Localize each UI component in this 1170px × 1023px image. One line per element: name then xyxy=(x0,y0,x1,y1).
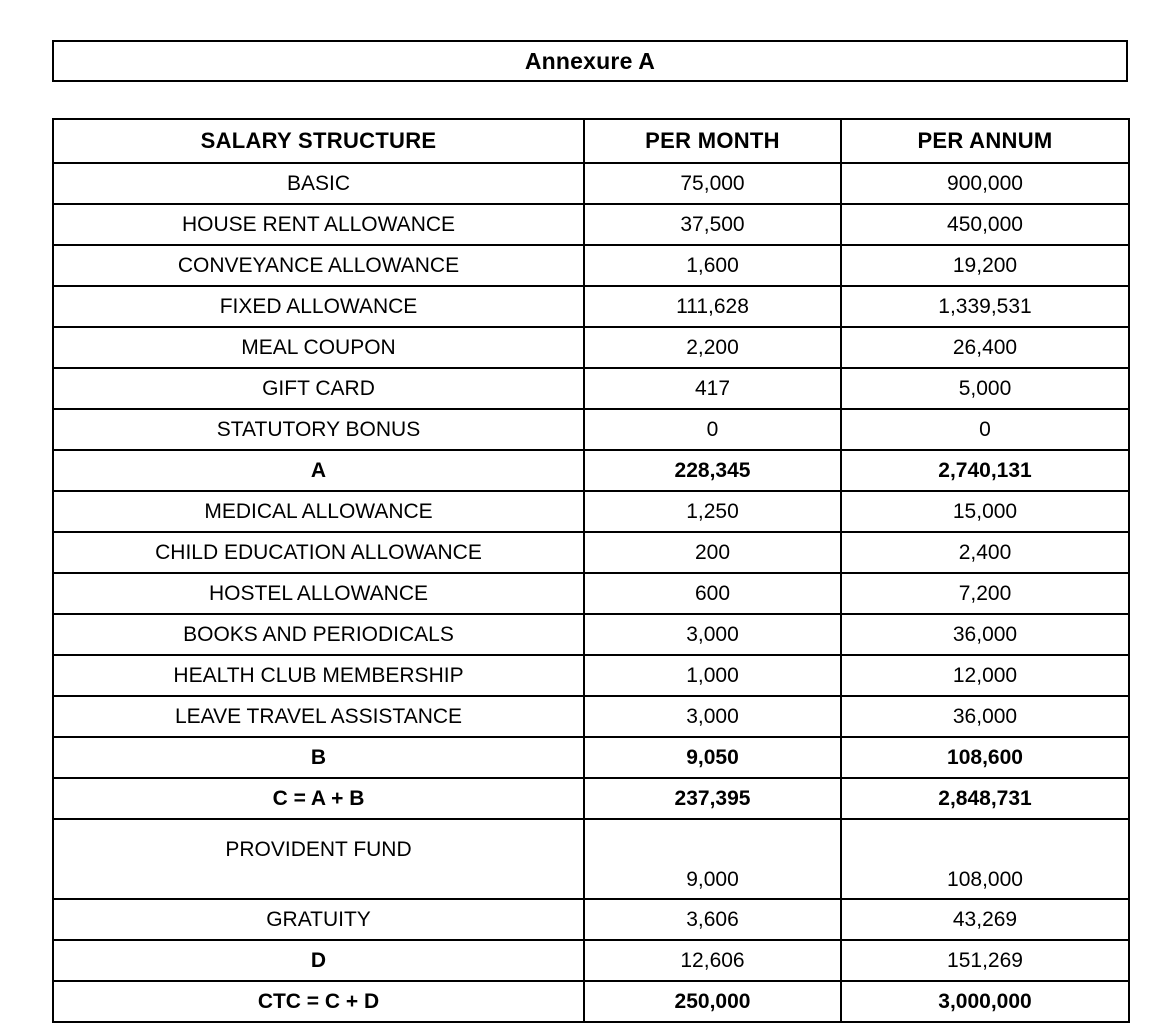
row-per-month-value: 250,000 xyxy=(584,981,841,1022)
table-row xyxy=(53,245,1129,286)
row-per-annum-value: 19,200 xyxy=(841,245,1129,286)
table-row xyxy=(53,327,1129,368)
table-row xyxy=(53,286,1129,327)
row-label: GIFT CARD xyxy=(53,368,584,409)
table-row xyxy=(53,655,1129,696)
row-label: CONVEYANCE ALLOWANCE xyxy=(53,245,584,286)
row-per-annum-value: 1,339,531 xyxy=(841,286,1129,327)
row-per-annum-value: 26,400 xyxy=(841,327,1129,368)
row-per-month-value: 3,606 xyxy=(584,899,841,940)
row-per-month-value: 1,600 xyxy=(584,245,841,286)
table-row xyxy=(53,532,1129,573)
row-per-month-value: 9,000 xyxy=(584,819,841,899)
row-per-annum-value: 5,000 xyxy=(841,368,1129,409)
table-row xyxy=(53,940,1129,981)
row-per-month-value: 3,000 xyxy=(584,696,841,737)
table-row xyxy=(53,819,1129,899)
row-label: A xyxy=(53,450,584,491)
row-per-annum-value: 108,000 xyxy=(841,819,1129,899)
row-per-annum-value: 900,000 xyxy=(841,163,1129,204)
row-per-month-value: 200 xyxy=(584,532,841,573)
row-label: MEDICAL ALLOWANCE xyxy=(53,491,584,532)
row-per-annum-value: 7,200 xyxy=(841,573,1129,614)
row-per-month-value: 228,345 xyxy=(584,450,841,491)
column-header-per-month: PER MONTH xyxy=(584,119,841,163)
table-row xyxy=(53,696,1129,737)
table-header-row xyxy=(53,119,1129,163)
row-per-month-value: 237,395 xyxy=(584,778,841,819)
table-row xyxy=(53,899,1129,940)
table-row xyxy=(53,491,1129,532)
row-per-annum-value: 151,269 xyxy=(841,940,1129,981)
row-label: GRATUITY xyxy=(53,899,584,940)
row-label: STATUTORY BONUS xyxy=(53,409,584,450)
row-per-annum-value: 450,000 xyxy=(841,204,1129,245)
row-label: D xyxy=(53,940,584,981)
salary-table-body xyxy=(53,119,1129,1022)
row-label: HEALTH CLUB MEMBERSHIP xyxy=(53,655,584,696)
row-per-month-value: 1,000 xyxy=(584,655,841,696)
row-per-month-value: 2,200 xyxy=(584,327,841,368)
row-label: PROVIDENT FUND xyxy=(53,819,584,899)
table-row xyxy=(53,573,1129,614)
row-per-annum-value: 12,000 xyxy=(841,655,1129,696)
row-per-month-value: 417 xyxy=(584,368,841,409)
row-label: HOSTEL ALLOWANCE xyxy=(53,573,584,614)
row-label: BOOKS AND PERIODICALS xyxy=(53,614,584,655)
row-per-month-value: 1,250 xyxy=(584,491,841,532)
row-label: HOUSE RENT ALLOWANCE xyxy=(53,204,584,245)
salary-structure-table xyxy=(52,118,1130,1023)
table-row xyxy=(53,614,1129,655)
row-per-month-value: 75,000 xyxy=(584,163,841,204)
table-row xyxy=(53,204,1129,245)
page-title: Annexure A xyxy=(524,47,656,74)
row-per-annum-value: 108,600 xyxy=(841,737,1129,778)
row-per-month-value: 3,000 xyxy=(584,614,841,655)
annexure-title-box xyxy=(52,40,1128,82)
row-per-annum-value: 15,000 xyxy=(841,491,1129,532)
row-per-annum-value: 0 xyxy=(841,409,1129,450)
row-label: C = A + B xyxy=(53,778,584,819)
table-row xyxy=(53,409,1129,450)
row-label: CTC = C + D xyxy=(53,981,584,1022)
table-row xyxy=(53,163,1129,204)
row-per-annum-value: 36,000 xyxy=(841,614,1129,655)
row-label: BASIC xyxy=(53,163,584,204)
row-per-annum-value: 3,000,000 xyxy=(841,981,1129,1022)
table-row xyxy=(53,981,1129,1022)
row-per-annum-value: 2,848,731 xyxy=(841,778,1129,819)
table-row xyxy=(53,778,1129,819)
row-label: LEAVE TRAVEL ASSISTANCE xyxy=(53,696,584,737)
row-per-annum-value: 2,740,131 xyxy=(841,450,1129,491)
row-per-annum-value: 43,269 xyxy=(841,899,1129,940)
row-per-month-value: 111,628 xyxy=(584,286,841,327)
column-header-per-annum: PER ANNUM xyxy=(841,119,1129,163)
table-row xyxy=(53,737,1129,778)
row-label: MEAL COUPON xyxy=(53,327,584,368)
row-per-month-value: 0 xyxy=(584,409,841,450)
column-header-salary-structure: SALARY STRUCTURE xyxy=(53,119,584,163)
row-label: FIXED ALLOWANCE xyxy=(53,286,584,327)
row-per-month-value: 12,606 xyxy=(584,940,841,981)
row-label: B xyxy=(53,737,584,778)
table-row xyxy=(53,368,1129,409)
row-per-annum-value: 2,400 xyxy=(841,532,1129,573)
row-label: CHILD EDUCATION ALLOWANCE xyxy=(53,532,584,573)
row-per-annum-value: 36,000 xyxy=(841,696,1129,737)
table-row xyxy=(53,450,1129,491)
row-per-month-value: 9,050 xyxy=(584,737,841,778)
row-per-month-value: 37,500 xyxy=(584,204,841,245)
row-per-month-value: 600 xyxy=(584,573,841,614)
